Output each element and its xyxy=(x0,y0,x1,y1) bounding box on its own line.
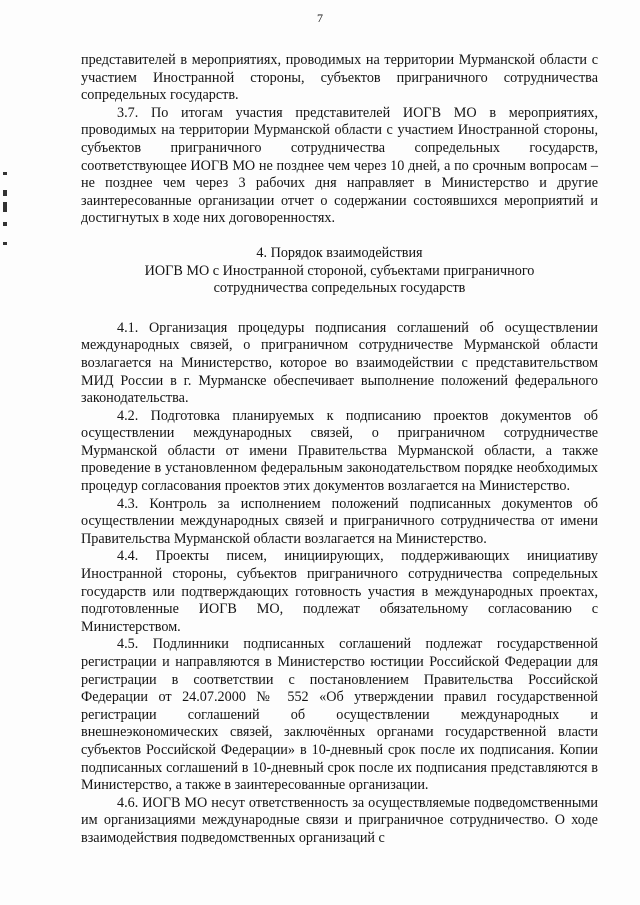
paragraph-continuation: представителей в мероприятиях, проводимых на территории Мурманской области с участием Иностранной стороны, субъектов приграничного сотрудничества сопредельных государств. xyxy=(81,52,598,104)
paragraph-4-6: 4.6. ИОГВ МО несут ответственность за осуществляемые подведомственными им организациями международные связи и приграничное сотрудничество. О ходе взаимодействия подведомственных организаций с xyxy=(81,794,598,846)
paragraph-4-2: 4.2. Подготовка планируемых к подписанию проектов документов об осуществлении международных связей, о приграничном сотрудничестве Мурманской области от имени Правительства Мурманской области, а также проведение в установленном федеральным законодательством порядке необходимых процедур согласования проектов этих документов возлагается на Министерство. xyxy=(81,407,598,495)
section-heading-line-1: 4. Порядок взаимодействия xyxy=(256,244,423,261)
binding-marks xyxy=(0,150,12,270)
paragraph-4-4: 4.4. Проекты писем, инициирующих, поддерживающих инициативу Иностранной стороны, субъектов приграничного сотрудничества сопредельных государств или подтверждающих готовность участия в международных проектах, подготовленные ИОГВ МО, подлежат обязательному согласованию с Министерством. xyxy=(81,548,598,635)
section-heading-line-2: ИОГВ МО с Иностранной стороной, субъектами приграничного xyxy=(144,262,535,279)
page-number: 7 xyxy=(317,11,323,25)
paragraph-3-7: 3.7. По итогам участия представителей ИОГВ МО в мероприятиях, проводимых на территории Мурманской области с участием Иностранной стороны, субъектов приграничного сотрудничества сопредельных государств, соответствующее ИОГВ МО не позднее чем через 10 дней, а по срочным вопросам – не позднее чем через 3 рабочих дня направляет в Министерство и другие заинтересованные организации отчет о содержании состоявшихся мероприятий и достигнутых в ходе них договоренностях. xyxy=(81,104,598,227)
paragraph-4-3: 4.3. Контроль за исполнением положений подписанных документов об осуществлении международных связей и приграничного сотрудничества от имени Правительства Мурманской области возлагается на Министерство. xyxy=(81,495,598,547)
section-heading-line-3: сотрудничества сопредельных государств xyxy=(213,280,466,297)
paragraph-4-5: 4.5. Подлинники подписанных соглашений подлежат государственной регистрации и направляются в Министерство юстиции Российской Федерации для регистрации в соответствии с постановлением Правительства Российской Федерации от 24.07.2000 № 552 «Об утверждении правил государственной регистрации соглашений об осуществлении международных и внешнеэкономических связей, заключённых органами государственной власти субъектов Российской Федерации» в 10-дневный срок после их подписания. Копии подписанных соглашений в 10-дневный срок после их подписания представляются в Министерство, а также в заинтересованные организации. xyxy=(81,636,598,794)
paragraph-4-1: 4.1. Организация процедуры подписания соглашений об осуществлении международных связей, о приграничном сотрудничестве Мурманской области возлагается на Министерство, которое во взаимодействии с представительством МИД России в г. Мурманске обеспечивает выполнение положений федерального законодательства. xyxy=(81,319,598,407)
document-body xyxy=(81,52,598,848)
